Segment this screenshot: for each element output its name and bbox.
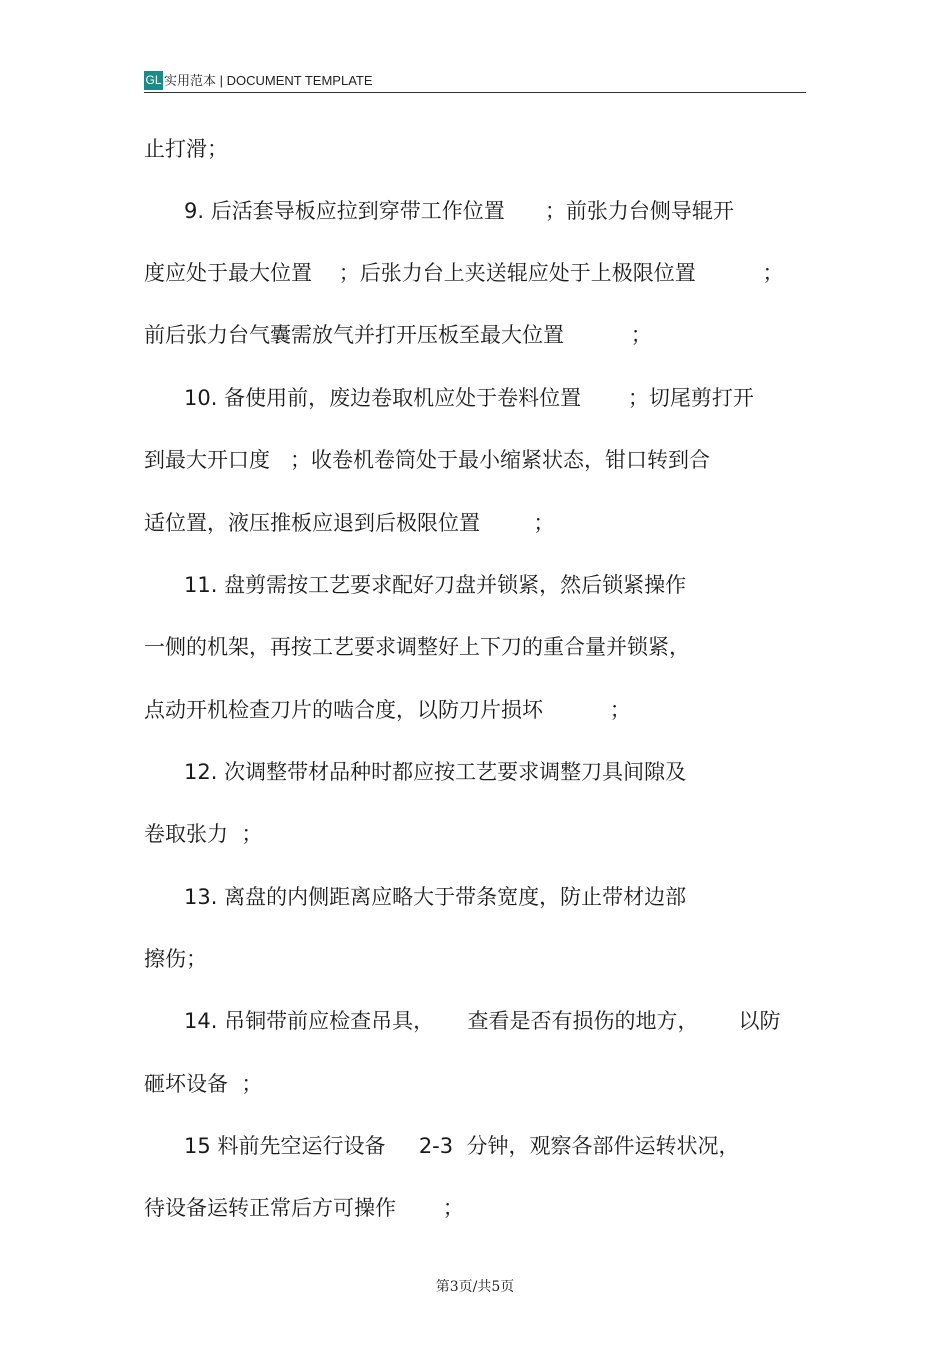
- text-line: 适位置，液压推板应退到后极限位置 ；: [144, 511, 555, 535]
- text-line: 擦伤；: [144, 947, 207, 971]
- page-number: 第3页/共5页: [435, 1279, 515, 1295]
- gl-logo: GL: [144, 71, 163, 90]
- text-line: 一侧的机架，再按工艺要求调整好上下刀的重合量并锁紧，: [144, 635, 690, 659]
- text-line: 点动开机检查刀片的啮合度，以防刀片损坏 ；: [144, 698, 631, 722]
- text-line: 卷取张力 ；: [144, 822, 263, 846]
- text-line: 14. 吊铜带前应检查吊具， 查看是否有损伤的地方， 以防: [144, 1009, 781, 1033]
- header-title: 实用范本 | DOCUMENT TEMPLATE: [164, 73, 373, 88]
- text-line: 待设备运转正常后方可操作 ；: [144, 1196, 464, 1220]
- text-line: 止打滑；: [144, 137, 228, 161]
- text-line: 9. 后活套导板应拉到穿带工作位置 ；前张力台侧导辊开: [144, 199, 734, 223]
- text-line: 13. 离盘的内侧距离应略大于带条宽度，防止带材边部: [144, 885, 687, 909]
- text-line: 12. 次调整带材品种时都应按工艺要求调整刀具间隙及: [144, 760, 687, 784]
- text-line: 15 料前先空运行设备 2-3 分钟，观察各部件运转状况，: [144, 1134, 740, 1158]
- text-line: 10. 备使用前，废边卷取机应处于卷料位置 ；切尾剪打开: [144, 386, 754, 410]
- text-line: 砸坏设备 ；: [144, 1072, 263, 1096]
- text-line: 前后张力台气囊需放气并打开压板至最大位置 ；: [144, 323, 652, 347]
- document-header: [144, 70, 806, 93]
- text-line: 度应处于最大位置 ；后张力台上夹送辊应处于上极限位置 ；: [144, 261, 784, 285]
- text-line: 11. 盘剪需按工艺要求配好刀盘并锁紧，然后锁紧操作: [144, 573, 687, 597]
- text-line: 到最大开口度 ；收卷机卷筒处于最小缩紧状态，钳口转到合: [144, 448, 711, 472]
